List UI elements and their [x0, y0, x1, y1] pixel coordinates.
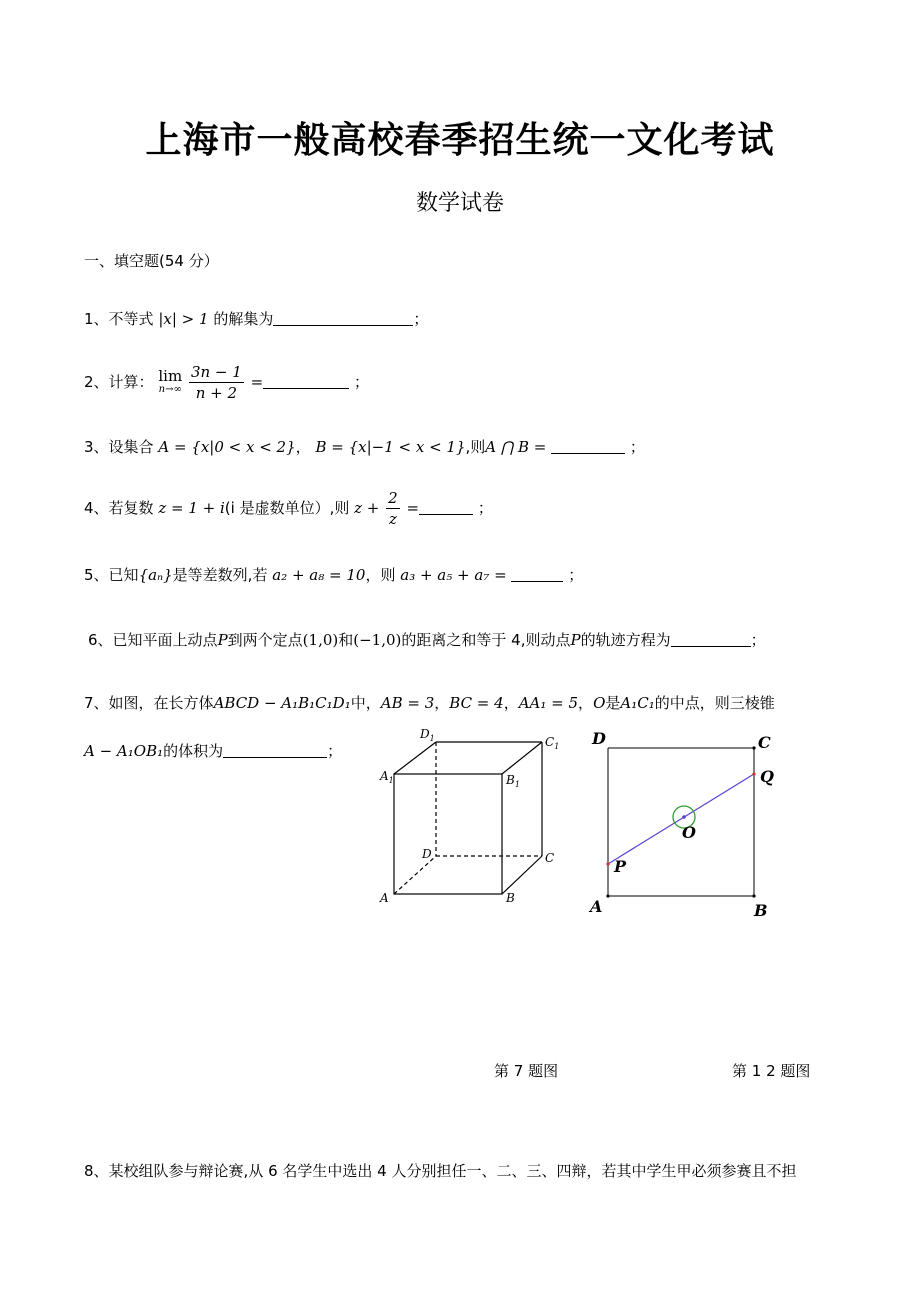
question-6 — [88, 629, 766, 651]
solid-name: ABCD − A₁B₁C₁D₁ — [213, 694, 351, 712]
question-text: 设集合 — [108, 438, 154, 456]
label-o: O — [682, 823, 696, 842]
separator: ， — [434, 694, 450, 712]
question-number: 3、 — [84, 438, 109, 456]
question-text: 是 — [605, 694, 621, 712]
label-d: D — [422, 847, 432, 861]
question-end: ； — [477, 499, 493, 517]
label-q: Q — [760, 767, 774, 786]
math-expression: |x| > 1 — [158, 310, 209, 328]
figure-7-caption: 第 7 题图 — [494, 1062, 559, 1080]
question-number: 1、 — [84, 310, 109, 328]
figure-12-square — [580, 722, 790, 922]
page-title: 上海市一般高校春季招生统一文化考试 — [145, 120, 775, 161]
label-c: C — [758, 733, 771, 752]
question-number: 7、 — [84, 694, 109, 712]
edge-a1-d1 — [394, 742, 436, 774]
point-a-dot — [606, 894, 609, 897]
question-text: 中， — [350, 694, 381, 712]
math-expression: A ⋂ B = — [485, 438, 547, 456]
question-text: 不等式 — [108, 310, 154, 328]
condition: BC = 4 — [449, 694, 504, 712]
point-p-dot — [606, 862, 609, 865]
label-d1: $D_1$ — [420, 727, 435, 743]
separator: ， — [578, 694, 594, 712]
point-o-dot — [682, 815, 686, 819]
answer-blank[interactable] — [419, 498, 473, 515]
label-p: P — [614, 857, 627, 876]
question-2 — [84, 362, 369, 403]
section-heading: 一、填空题(54 分） — [84, 252, 219, 270]
label-b: B — [506, 891, 515, 905]
question-text: 已知平面上动点 — [112, 631, 218, 649]
separator: ， — [503, 694, 519, 712]
front-face — [394, 774, 502, 894]
fraction: $\frac{3n - 1}{n + 2}$ — [190, 363, 242, 402]
question-text: 的距离之和等于 4,则动点 — [401, 631, 571, 649]
point-o: O — [593, 694, 606, 712]
label-a1: $A_1$ — [380, 769, 394, 785]
question-number: 6、 — [88, 631, 113, 649]
figure-7-cuboid — [370, 722, 570, 912]
question-text: 已知 — [108, 566, 139, 584]
question-number: 4、 — [84, 499, 109, 517]
question-5 — [84, 564, 583, 586]
point-b-dot — [752, 894, 755, 897]
answer-blank[interactable] — [551, 437, 625, 454]
question-number: 2、 — [84, 373, 109, 391]
label-b: B — [754, 901, 768, 920]
answer-blank[interactable] — [223, 741, 327, 758]
point-q-dot — [752, 772, 755, 775]
question-text: (i 是虚数单位）,则 — [224, 499, 350, 517]
answer-blank[interactable] — [273, 309, 413, 326]
page-subtitle: 数学试卷 — [415, 191, 504, 216]
math-expression: z = 1 + i — [158, 499, 225, 517]
question-end: ； — [750, 631, 766, 649]
question-end: ； — [568, 566, 584, 584]
fixed-point-2: (−1,0) — [353, 631, 402, 649]
point-c-dot — [752, 746, 755, 749]
answer-blank[interactable] — [671, 630, 751, 647]
question-end: ； — [413, 310, 429, 328]
question-text: 和 — [338, 631, 354, 649]
question-text: 的体积为 — [163, 742, 224, 760]
equals-sign: = — [250, 373, 264, 391]
question-end: ； — [327, 742, 343, 760]
question-number: 8、 — [84, 1162, 109, 1180]
separator: ， — [295, 438, 311, 456]
answer-blank[interactable] — [263, 372, 349, 389]
math-expression: z + — [354, 499, 380, 517]
question-end: ； — [629, 438, 645, 456]
condition: a₂ + a₈ = 10 — [272, 566, 366, 584]
set-a: A = {x|0 < x < 2} — [158, 438, 296, 456]
question-number: 5、 — [84, 566, 109, 584]
question-3 — [84, 436, 645, 458]
question-text: 如图，在长方体 — [108, 694, 214, 712]
answer-blank[interactable] — [511, 565, 563, 582]
sequence: {aₙ} — [138, 566, 173, 584]
set-b: B = {x|−1 < x < 1} — [315, 438, 466, 456]
question-7-line2 — [84, 740, 342, 762]
fixed-point-1: (1,0) — [302, 631, 339, 649]
question-7 — [84, 692, 775, 714]
label-a: A — [590, 897, 603, 916]
fraction: $\frac{2}{z}$ — [388, 489, 398, 528]
question-text: 计算： — [108, 373, 154, 391]
question-text: 若复数 — [108, 499, 154, 517]
question-text: 到两个定点 — [227, 631, 303, 649]
hidden-edge-a-d — [394, 856, 436, 894]
question-4 — [84, 488, 493, 529]
segment: A₁C₁ — [620, 694, 655, 712]
label-d: D — [592, 729, 606, 748]
label-a: A — [380, 891, 389, 905]
condition: AB = 3 — [380, 694, 435, 712]
line-pq — [608, 774, 754, 864]
question-text: 某校组队参与辩论赛,从 6 名学生中选出 4 人分别担任一、二、三、四辩，若其中学生甲必须参赛且不担 — [108, 1162, 797, 1180]
limit-operator: lim n→∞ — [158, 366, 183, 395]
question-1 — [84, 308, 428, 330]
question-text: ，则 — [365, 566, 396, 584]
figure-12-caption: 第 1 2 题图 — [732, 1062, 811, 1080]
question-8 — [84, 1160, 796, 1182]
label-c: C — [545, 851, 555, 865]
condition: AA₁ = 5 — [518, 694, 579, 712]
label-c1: $C_1$ — [545, 735, 560, 751]
point-p: P — [217, 631, 228, 649]
question-text: ,则 — [465, 438, 486, 456]
math-expression: a₃ + a₅ + a₇ = — [400, 566, 507, 584]
question-text: 是等差数列,若 — [172, 566, 268, 584]
question-text: 的解集为 — [213, 310, 274, 328]
label-b1: $B_1$ — [506, 773, 520, 789]
pyramid-name: A − A₁OB₁ — [84, 742, 164, 760]
question-text: 的轨迹方程为 — [580, 631, 671, 649]
point-p: P — [570, 631, 581, 649]
question-text: 的中点，则三棱锥 — [654, 694, 775, 712]
question-end: ； — [353, 373, 369, 391]
equals-sign: = — [406, 499, 420, 517]
edge-b-c — [502, 856, 542, 894]
edge-b1-c1 — [502, 742, 542, 774]
